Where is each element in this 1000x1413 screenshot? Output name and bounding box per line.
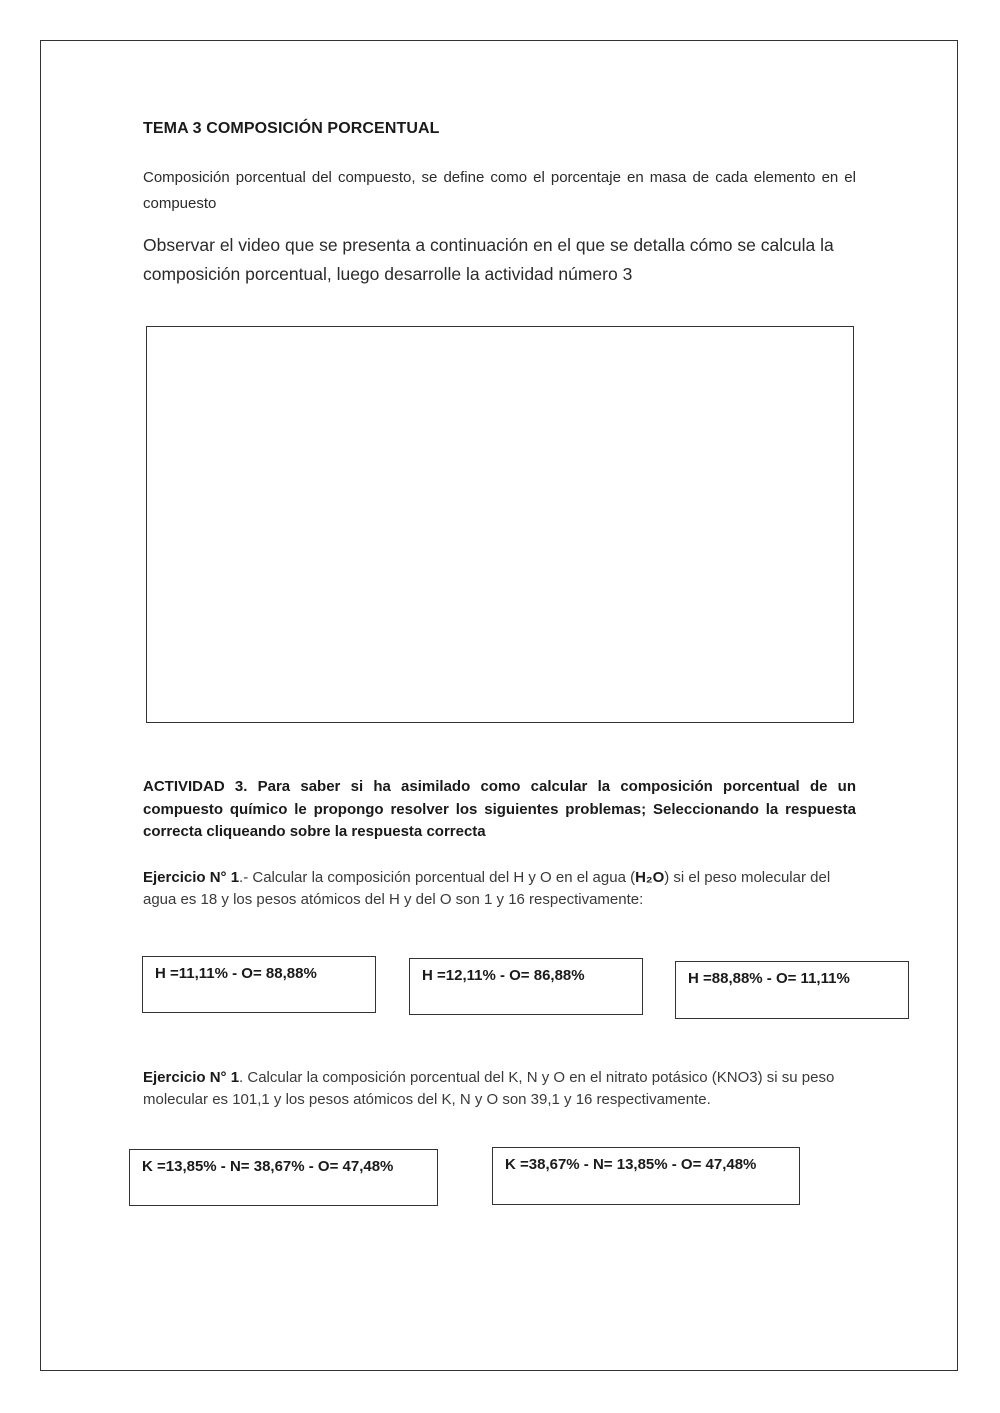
exercise-1-text-after: ) si el peso molecular del agua es 18 y los pesos atómicos del H y del O son 1 y 16 respectivamente: [143, 869, 831, 908]
definition-paragraph: Composición porcentual del compuesto, se define como el porcentaje en masa de cada elemento en el compuesto [143, 169, 856, 212]
exercise-2-option-b[interactable]: K =38,67% - N= 13,85% - O= 47,48% [492, 1147, 800, 1205]
page-title: TEMA 3 COMPOSICIÓN PORCENTUAL [143, 120, 440, 137]
exercise-2-label: Ejercicio N° 1 [143, 1069, 240, 1086]
exercise-1-text [143, 867, 856, 911]
exercise-2-option-a[interactable]: K =13,85% - N= 38,67% - O= 47,48% [129, 1149, 438, 1206]
exercise-1-text-before: .- Calcular la composición porcentual del H y O en el agua ( [239, 869, 636, 886]
video-embed[interactable] [146, 326, 854, 723]
exercise-2-text [143, 1067, 856, 1111]
exercise-1-option-b[interactable]: H =12,11% - O= 86,88% [409, 958, 643, 1015]
exercise-1-label: Ejercicio N° 1 [143, 869, 240, 886]
instruction-paragraph: Observar el video que se presenta a continuación en el que se detalla cómo se calcula la composición porcentual, luego desarrolle la actividad número 3 [143, 235, 834, 284]
exercise-1-formula: H₂O [635, 869, 665, 886]
exercise-2-body: . Calcular la composición porcentual del K, N y O en el nitrato potásico (KNO3) si su peso molecular es 101,1 y los pesos atómicos del K, N y O son 39,1 y 16 respectivamente. [143, 1069, 835, 1108]
exercise-1-option-a[interactable]: H =11,11% - O= 88,88% [142, 956, 376, 1013]
activity-description: ACTIVIDAD 3. Para saber si ha asimilado como calcular la composición porcentual de un compuesto químico le propongo resolver los siguientes problemas; Seleccionando la respuesta correcta cliqueando sobre la respuesta correcta [143, 778, 856, 840]
exercise-1-option-c[interactable]: H =88,88% - O= 11,11% [675, 961, 909, 1019]
